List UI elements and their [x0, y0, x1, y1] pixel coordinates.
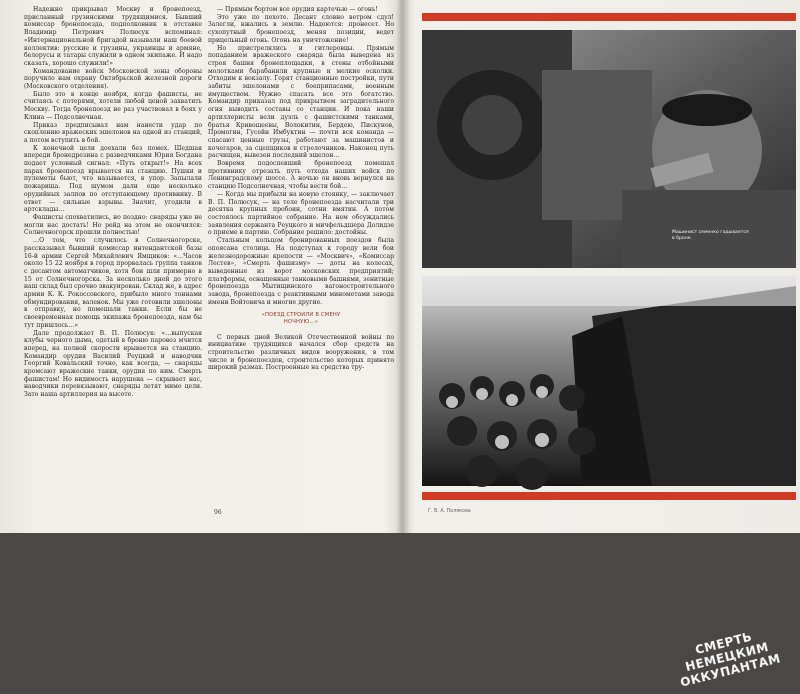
paragraph: Стальным кольцом бронированных поездов была опоясана столица. На подступах к городу вели бои железнодорожные крепости — «Москвич», «Комиссар Лестев», «Смерть фашизму» — доты на колесах, выведенные из ворот московских предприятий; платформы, оснащенные танковыми башнями, зенитные бронепоезда Мытищинского вагоностроительного завода, бронепоезда с реактивными минометами завода имени Войтовича и многие другие. — [208, 237, 394, 306]
train-slogan: СМЕРТЬ НЕМЕЦКИМ ОККУПАНТАМ — [678, 629, 782, 690]
red-rule-top — [422, 13, 796, 21]
photo-credit: Г. В. А. Полякова — [428, 509, 471, 514]
book-gutter — [396, 0, 410, 533]
page-number: 96 — [214, 509, 222, 516]
paragraph: Было это в конце ноября, когда фашисты, не считаясь с потерями, хотели любой ценой захватить Москву. Тогда бронепоезд не раз участвовал в боях у Клина — Подсолнечная. — [24, 90, 202, 121]
paragraph: Дале продолжает В. П. Полюсук: «…выпуская клубы черного дыма, одетый в броню паровоз мчится вперед, на полной скорости врывается на станцию. Командир орудия Василий Реуцкий и наводчик Георгий Ковальский точно, как всегда, — снаряды кромсают вражеские танки, орудия по ним. Смерть фашистам! Но видимость нарушена — скрывает нас, наводчики перевязывают, снаряды летят мимо цели. Зато наша артиллерия на высоте. — [24, 329, 202, 399]
paragraph: С первых дней Великой Отечественной войны по инициативе трудящихся начался сбор средств на строительство различных видов вооружения, в том числе и бронепоездов, строительство которых принято широкий размах. Построенные на средства тру- — [208, 333, 394, 372]
photo-caption: Машинист семенко гадывается в броне. — [672, 230, 749, 241]
text-column-2 — [208, 6, 394, 506]
paragraph: …О том, что случилось в Солнечногорске, рассказывал бывший комиссар интендантской базы 16-й армии Сергей Михайлович Ямщиков: «…Часов около 15 22 ноября в город прорвалась группа танков с десантом автоматчиков, хотя бои шли примерно в 15 от Солнечногорска. За несколько дней до этого наш склад был срочно эвакуирован. Склад же, в адрес армии К. К. Рокоссовского, прибыло много тоннами обмундирования, валенок. Мы уже готовили эшелоны в отправку, но помешали танки. Если бы не своевременная помощь экипажа бронепоезда, нам бы тут пришлось…» — [24, 237, 202, 329]
right-page — [404, 0, 800, 690]
paragraph: Командование войск Московской зоны обороны поручило нам охрану Октябрьской железной дороги (Московского отделения). — [24, 67, 202, 91]
paragraph: Фашисты спохватились, но поздно: снаряды уже не могли нас достать! Но рейд на этом не окончился: Солнечногорск прошли полностью! — [24, 213, 202, 237]
paragraph: Надежно прикрывал Москву и бронепоезд, присланный грузинскими трудящимися. Бывший комиссар бронепоезда, подполковник в отставке Владимир Петрович Полюсук вспоминал: «Интернациональной бригадой называли наш боевой коллектив: русские и грузины, украинцы и армяне, белорусы и татары служили в одном экипаже. И надо сказать, хорошо служили!» — [24, 6, 202, 67]
paragraph: Вовремя подоспевший бронепоезд помешал противнику отрезать путь отхода наших войск по Ленинградскому шоссе. А ночью он вновь вернулся на станцию Подсолнечная, чтобы вести бой… — [208, 160, 394, 191]
paragraph: — Прямым бортом все орудия картечью — огонь! — [217, 6, 378, 13]
red-rule-bottom — [422, 492, 796, 500]
photo-crowd-armored-train-image — [422, 276, 796, 486]
pull-quote: «ПОЕЗД СТРОИЛИ В СМЕНУ НОЧНУЮ…» — [261, 312, 341, 326]
text-column-1 — [24, 6, 202, 506]
paragraph: Но пристрелялись и гитлеровцы. Прямым попаданием вражеского снаряда была выведена из строя башня бронеплощадки, в стены отбойными молотками барабанили крупные и мелкие осколки. Отходим к вокзалу. Горят станционные постройки, пути забиты эшелонами с боеприпасами, военным имуществом. Нужно спасать все это богатство. Командир приказал под прикрытием заградительного огня выводить составы со станции. И пока наши артиллеристы вели дуэль с фашистскими танками, братья Кривошеевы, Волокитин, Бердею, Пискунов, Промогин, Гусейн Имбуктин — почти вся команда — спасают ценные грузы, работают за машинистов и кочегаров, за сцепщиков и стрелочников. Наконец путь расчищен, вывезен последний эшелон… — [208, 44, 394, 160]
photo-locomotive-engineer — [422, 30, 796, 268]
paragraph: К конечной цели доехали без помех. Шедшая впереди бронедрезина с разведчиками Юрия Богдана подает условный сигнал: «Путь открыт!» На всех парах бронепоезд врывается на станцию. Пушки и пулеметы бьют, что называется, в упор. Запылали пожарища. Под шумом дали еще несколько орудийных залпов по отступающему противнику. В ответ — сильные взрывы. Значит, угодили в артсклады… — [24, 144, 202, 214]
paragraph: Это уже по пехоте. Десант словно ветром сдул! Залегли, вжались в землю. Надеются: пронесет. Но сухопутный бронепоезд, меняя позиции, ведет прицельный огонь. Огонь на уничтожение! — [208, 13, 394, 44]
left-page — [0, 0, 402, 533]
paragraph: — Когда мы прибыли на новую стоянку, — заключает В. П. Полюсук, — на теле бронепоезда насчитали три десятка крупных пробоин, сотни вмятин. А потом состоялось партийное собрание. На нем обсуждались заявления сержанта Реуцкого и мичфельдшера Долидзе о приеме в партию. Собрание решило: достойны. — [208, 190, 394, 237]
paragraph: Приказ предписывал нам нанести удар по скоплению вражеских эшелонов на одной из станций, а потом вступить в бой. — [24, 121, 202, 144]
